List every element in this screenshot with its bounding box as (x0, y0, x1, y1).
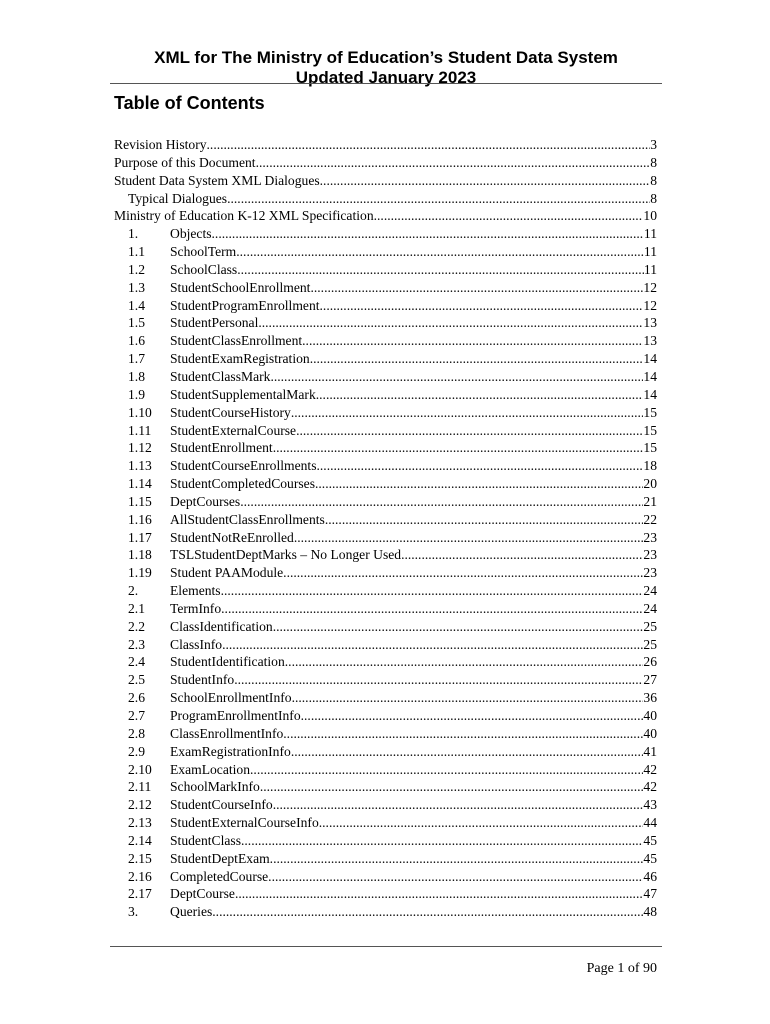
toc-entry-title-cell (114, 868, 657, 886)
toc-entry-title-cell (114, 796, 657, 814)
toc-entry-title-cell (114, 297, 657, 315)
toc-entry-number: 2.8 (128, 725, 145, 741)
toc-entry-title-cell (114, 653, 657, 671)
toc-entry-page: 11 (643, 244, 657, 260)
toc-entry-title-cell (114, 154, 657, 172)
toc-dot-leader (283, 564, 643, 582)
toc-entry-title-cell (114, 814, 657, 832)
toc-entry-title-cell (114, 386, 657, 404)
toc-entry-page: 36 (643, 690, 657, 706)
toc-dot-leader (301, 707, 644, 725)
toc-dot-leader (310, 279, 643, 297)
toc-entry[interactable] (114, 850, 657, 868)
toc-entry-title-cell (114, 600, 657, 618)
toc-entry-page: 25 (643, 618, 657, 634)
toc-entry[interactable] (114, 761, 657, 779)
toc-entry-page: 14 (643, 368, 657, 384)
footer-rule (110, 946, 662, 947)
table-of-contents (114, 136, 657, 921)
toc-entry-title-cell (114, 207, 657, 225)
toc-entry-title: StudentExternalCourse (170, 422, 297, 438)
toc-entry-title-cell (114, 529, 657, 547)
toc-entry-number: 1.8 (128, 368, 145, 384)
toc-dot-leader (319, 814, 644, 832)
toc-entry-number: 2.14 (128, 832, 152, 848)
toc-entry-title-cell (114, 439, 657, 457)
toc-entry-page: 8 (650, 154, 657, 170)
toc-dot-leader (315, 475, 643, 493)
toc-entry-number: 1.11 (128, 422, 152, 438)
toc-entry-page: 23 (643, 547, 657, 563)
toc-entry[interactable] (114, 618, 657, 636)
toc-entry-number: 1.14 (128, 476, 152, 492)
toc-dot-leader (317, 457, 644, 475)
toc-entry-page: 47 (643, 886, 657, 902)
toc-entry-title: CompletedCourse (170, 868, 269, 884)
toc-entry-title: StudentCompletedCourses (170, 476, 315, 492)
toc-entry-title: Objects (170, 226, 212, 242)
toc-entry-page: 13 (643, 315, 657, 331)
toc-entry[interactable] (114, 207, 657, 225)
toc-entry-title: StudentClass (170, 832, 241, 848)
toc-entry-title-cell (114, 422, 657, 440)
toc-entry[interactable] (114, 707, 657, 725)
toc-entry-number: 2.7 (128, 708, 145, 723)
toc-entry[interactable] (114, 868, 657, 886)
toc-entry[interactable] (114, 796, 657, 814)
toc-entry-page: 23 (643, 529, 657, 545)
toc-dot-leader (207, 136, 651, 154)
toc-entry-title-cell (114, 832, 657, 850)
toc-entry-title: Student Data System XML Dialogues (114, 172, 320, 188)
toc-dot-leader (237, 261, 644, 279)
toc-entry-number: 2.13 (128, 815, 152, 831)
toc-entry-number: 1.4 (128, 297, 145, 313)
toc-entry-page: 40 (643, 708, 657, 723)
toc-entry-number: 2.12 (128, 797, 152, 813)
toc-entry-number: 1.3 (128, 279, 145, 295)
toc-entry-number: 2.10 (128, 761, 152, 777)
toc-dot-leader (294, 529, 644, 547)
toc-entry-title-cell (114, 314, 657, 332)
toc-entry-page: 8 (650, 190, 657, 206)
toc-entry[interactable] (114, 529, 657, 547)
toc-dot-leader (221, 600, 643, 618)
toc-entry[interactable] (114, 600, 657, 618)
toc-entry[interactable] (114, 903, 657, 921)
toc-entry[interactable] (114, 243, 657, 261)
toc-entry[interactable] (114, 671, 657, 689)
toc-entry[interactable] (114, 279, 657, 297)
toc-entry-title: StudentSupplementalMark (170, 386, 316, 402)
toc-entry[interactable] (114, 457, 657, 475)
toc-dot-leader (273, 796, 644, 814)
toc-entry-page: 43 (643, 797, 657, 813)
toc-entry-page: 11 (643, 261, 657, 277)
toc-entry-page: 10 (643, 208, 657, 224)
toc-entry[interactable] (114, 297, 657, 315)
toc-entry-number: 2.4 (128, 654, 145, 670)
toc-entry-title: ClassIdentification (170, 618, 273, 634)
toc-entry[interactable] (114, 350, 657, 368)
toc-entry-title: SchoolClass (170, 261, 238, 277)
toc-entry-title: SchoolTerm (170, 244, 237, 260)
toc-entry-number: 1.6 (128, 333, 145, 349)
toc-entry-number: 1.15 (128, 493, 152, 509)
toc-entry-title-cell (114, 457, 657, 475)
toc-entry-title: AllStudentClassEnrollments (170, 511, 325, 527)
toc-dot-leader (291, 743, 644, 761)
toc-dot-leader (256, 154, 651, 172)
toc-entry[interactable] (114, 725, 657, 743)
toc-entry[interactable] (114, 404, 657, 422)
toc-entry-number: 1.19 (128, 565, 152, 581)
toc-dot-leader (240, 493, 643, 511)
toc-entry-title-cell (114, 279, 657, 297)
toc-dot-leader (235, 885, 643, 903)
toc-entry[interactable] (114, 778, 657, 796)
toc-entry-number: 2.2 (128, 618, 145, 634)
toc-entry-number: 1.12 (128, 440, 152, 456)
toc-dot-leader (310, 350, 644, 368)
toc-entry[interactable] (114, 190, 657, 208)
toc-dot-leader (296, 422, 643, 440)
toc-entry[interactable] (114, 493, 657, 511)
toc-entry[interactable] (114, 564, 657, 582)
toc-entry-number: 1.18 (128, 547, 152, 563)
toc-dot-leader (236, 243, 644, 261)
toc-entry-page: 14 (643, 351, 657, 367)
toc-dot-leader (258, 314, 643, 332)
toc-entry-page: 25 (643, 636, 657, 652)
toc-dot-leader (268, 868, 643, 886)
toc-entry-title: StudentExternalCourseInfo (170, 815, 319, 831)
toc-entry-title: StudentIdentification (170, 654, 285, 670)
toc-entry-title-cell (114, 761, 657, 779)
toc-entry-number: 3. (128, 904, 139, 920)
toc-dot-leader (401, 546, 643, 564)
toc-entry-title: ExamRegistrationInfo (170, 743, 291, 759)
toc-entry-title: StudentSchoolEnrollment (170, 279, 311, 295)
toc-dot-leader (316, 386, 644, 404)
toc-entry-number: 2.11 (128, 779, 152, 795)
toc-entry-title-cell (114, 136, 657, 154)
toc-entry-page: 18 (643, 458, 657, 474)
toc-entry-title: Ministry of Education K-12 XML Specification (114, 208, 374, 224)
toc-entry-title-cell (114, 475, 657, 493)
toc-entry-number: 2.1 (128, 600, 145, 616)
toc-dot-leader (273, 439, 644, 457)
toc-entry[interactable] (114, 136, 657, 154)
toc-entry-page: 44 (643, 815, 657, 831)
toc-entry-title-cell (114, 671, 657, 689)
toc-entry-page: 12 (643, 297, 657, 313)
toc-entry-title: SchoolMarkInfo (170, 779, 260, 795)
toc-entry-number: 2.9 (128, 743, 145, 759)
toc-entry-title-cell (114, 778, 657, 796)
toc-entry-title-cell (114, 243, 657, 261)
toc-entry-page: 8 (650, 172, 657, 188)
toc-entry[interactable] (114, 154, 657, 172)
toc-entry[interactable] (114, 386, 657, 404)
toc-entry-title-cell (114, 903, 657, 921)
toc-entry-page: 42 (643, 761, 657, 777)
page-number: Page 1 of 90 (586, 961, 657, 976)
toc-entry-title: StudentPersonal (170, 315, 259, 331)
toc-entry[interactable] (114, 885, 657, 903)
toc-entry-page: 15 (643, 404, 657, 420)
toc-entry-number: 1.2 (128, 261, 145, 277)
toc-entry-number: 2.5 (128, 672, 145, 688)
toc-entry-title: StudentProgramEnrollment (170, 297, 320, 313)
toc-dot-leader (270, 850, 644, 868)
toc-entry-title-cell (114, 368, 657, 386)
toc-entry-page: 42 (643, 779, 657, 795)
toc-entry[interactable] (114, 636, 657, 654)
toc-entry[interactable] (114, 422, 657, 440)
toc-entry[interactable] (114, 814, 657, 832)
toc-dot-leader (320, 297, 644, 315)
toc-entry-number: 1.16 (128, 511, 152, 527)
toc-entry[interactable] (114, 261, 657, 279)
toc-entry-page: 15 (643, 422, 657, 438)
toc-dot-leader (227, 190, 650, 208)
toc-entry-title-cell (114, 743, 657, 761)
toc-entry-title: Elements (170, 583, 221, 599)
document-header-title: XML for The Ministry of Education’s Student Data System (154, 48, 618, 67)
toc-entry-number: 2.6 (128, 690, 145, 706)
toc-entry-page: 24 (643, 600, 657, 616)
toc-entry-number: 1.10 (128, 404, 152, 420)
toc-entry-title-cell (114, 618, 657, 636)
toc-entry-title: ClassInfo (170, 636, 223, 652)
toc-entry[interactable] (114, 225, 657, 243)
toc-entry-page: 45 (643, 850, 657, 866)
toc-entry-title: Revision History (114, 137, 207, 152)
toc-entry-page: 48 (643, 904, 657, 920)
toc-entry-title: ProgramEnrollmentInfo (170, 708, 301, 723)
toc-entry-number: 1.7 (128, 351, 145, 367)
toc-entry[interactable] (114, 511, 657, 529)
toc-entry[interactable] (114, 743, 657, 761)
toc-entry-page: 46 (643, 868, 657, 884)
toc-dot-leader (222, 636, 643, 654)
toc-entry-title: Typical Dialogues (128, 190, 228, 206)
toc-entry-title: StudentClassMark (170, 368, 271, 384)
toc-entry-title-cell (114, 546, 657, 564)
toc-dot-leader (212, 225, 644, 243)
toc-entry[interactable] (114, 368, 657, 386)
toc-entry-title: Purpose of this Document (114, 154, 256, 170)
toc-entry-title-cell (114, 190, 657, 208)
toc-entry-title-cell (114, 850, 657, 868)
toc-entry-title-cell (114, 689, 657, 707)
toc-dot-leader (320, 172, 651, 190)
toc-entry-title-cell (114, 332, 657, 350)
toc-entry-title-cell (114, 493, 657, 511)
toc-entry-number: 1.13 (128, 458, 152, 474)
toc-dot-leader (221, 582, 644, 600)
toc-entry-title: Student PAAModule (170, 565, 284, 581)
toc-entry-page: 41 (643, 743, 657, 759)
toc-entry-number: 2.16 (128, 868, 152, 884)
toc-entry-number: 1. (128, 226, 139, 242)
toc-entry-title-cell (114, 885, 657, 903)
toc-entry-number: 2.17 (128, 886, 152, 902)
toc-entry[interactable] (114, 832, 657, 850)
toc-entry-title: StudentClassEnrollment (170, 333, 303, 349)
toc-entry[interactable] (114, 689, 657, 707)
toc-entry[interactable] (114, 332, 657, 350)
toc-entry-page: 22 (643, 511, 657, 527)
toc-entry-title: StudentDeptExam (170, 850, 270, 866)
toc-dot-leader (234, 671, 643, 689)
toc-entry-title-cell (114, 564, 657, 582)
toc-entry-title: StudentCourseEnrollments (170, 458, 317, 474)
toc-entry-title: StudentInfo (170, 672, 235, 688)
toc-entry-page: 12 (643, 279, 657, 295)
toc-entry-page: 26 (643, 654, 657, 670)
toc-entry-number: 2.15 (128, 850, 152, 866)
toc-entry-title-cell (114, 725, 657, 743)
toc-entry-page: 15 (643, 440, 657, 456)
toc-entry[interactable] (114, 475, 657, 493)
document-header-date: Updated January 2023 (295, 68, 477, 87)
toc-entry-title: ClassEnrollmentInfo (170, 725, 284, 741)
toc-entry[interactable] (114, 653, 657, 671)
toc-entry[interactable] (114, 546, 657, 564)
toc-dot-leader (250, 761, 643, 779)
toc-entry-page: 14 (643, 386, 657, 402)
toc-entry-number: 2.3 (128, 636, 145, 652)
toc-entry-page: 13 (643, 333, 657, 349)
toc-dot-leader (260, 778, 644, 796)
toc-entry-title: TSLStudentDeptMarks – No Longer Used (170, 547, 402, 563)
toc-entry-title: StudentExamRegistration (170, 351, 310, 367)
toc-dot-leader (273, 618, 644, 636)
toc-entry-title: TermInfo (170, 600, 222, 616)
toc-entry-page: 3 (650, 137, 657, 152)
toc-entry-title: DeptCourse (170, 886, 235, 902)
toc-entry-title-cell (114, 350, 657, 368)
toc-entry-number: 1.5 (128, 315, 145, 331)
toc-entry-title-cell (114, 404, 657, 422)
toc-entry-title-cell (114, 172, 657, 190)
toc-entry-number: 2. (128, 583, 139, 599)
toc-dot-leader (285, 653, 644, 671)
toc-dot-leader (325, 511, 644, 529)
toc-entry-title: StudentCourseInfo (170, 797, 273, 813)
toc-entry-page: 21 (643, 493, 657, 509)
toc-entry-page: 11 (643, 226, 657, 242)
toc-entry-title: ExamLocation (170, 761, 251, 777)
toc-entry[interactable] (114, 314, 657, 332)
toc-entry-page: 40 (643, 725, 657, 741)
toc-entry-title: DeptCourses (170, 493, 241, 509)
toc-entry-title-cell (114, 707, 657, 725)
toc-dot-leader (302, 332, 643, 350)
toc-entry-title: StudentCourseHistory (170, 404, 291, 420)
toc-entry-title-cell (114, 582, 657, 600)
toc-entry-page: 20 (643, 476, 657, 492)
toc-entry-page: 24 (643, 583, 657, 599)
toc-entry-number: 1.9 (128, 386, 145, 402)
toc-entry-title-cell (114, 261, 657, 279)
toc-dot-leader (241, 832, 643, 850)
header-rule (110, 83, 662, 84)
toc-entry-title-cell (114, 225, 657, 243)
toc-entry[interactable] (114, 582, 657, 600)
toc-dot-leader (374, 207, 644, 225)
toc-dot-leader (291, 404, 644, 422)
toc-entry-page: 45 (643, 832, 657, 848)
toc-entry-title: Queries (170, 904, 213, 920)
toc-entry-number: 1.1 (128, 244, 145, 260)
toc-entry-title-cell (114, 511, 657, 529)
toc-entry-number: 1.17 (128, 529, 152, 545)
toc-dot-leader (212, 903, 643, 921)
toc-entry-title: StudentEnrollment (170, 440, 273, 456)
toc-dot-leader (270, 368, 643, 386)
toc-entry-title: SchoolEnrollmentInfo (170, 690, 292, 706)
toc-entry-title: StudentNotReEnrolled (170, 529, 294, 545)
toc-entry-title-cell (114, 636, 657, 654)
toc-dot-leader (292, 689, 644, 707)
toc-entry-page: 23 (643, 565, 657, 581)
toc-heading: Table of Contents (114, 93, 265, 113)
toc-dot-leader (283, 725, 643, 743)
toc-entry[interactable] (114, 439, 657, 457)
toc-entry-page: 27 (643, 672, 657, 688)
toc-entry[interactable] (114, 172, 657, 190)
